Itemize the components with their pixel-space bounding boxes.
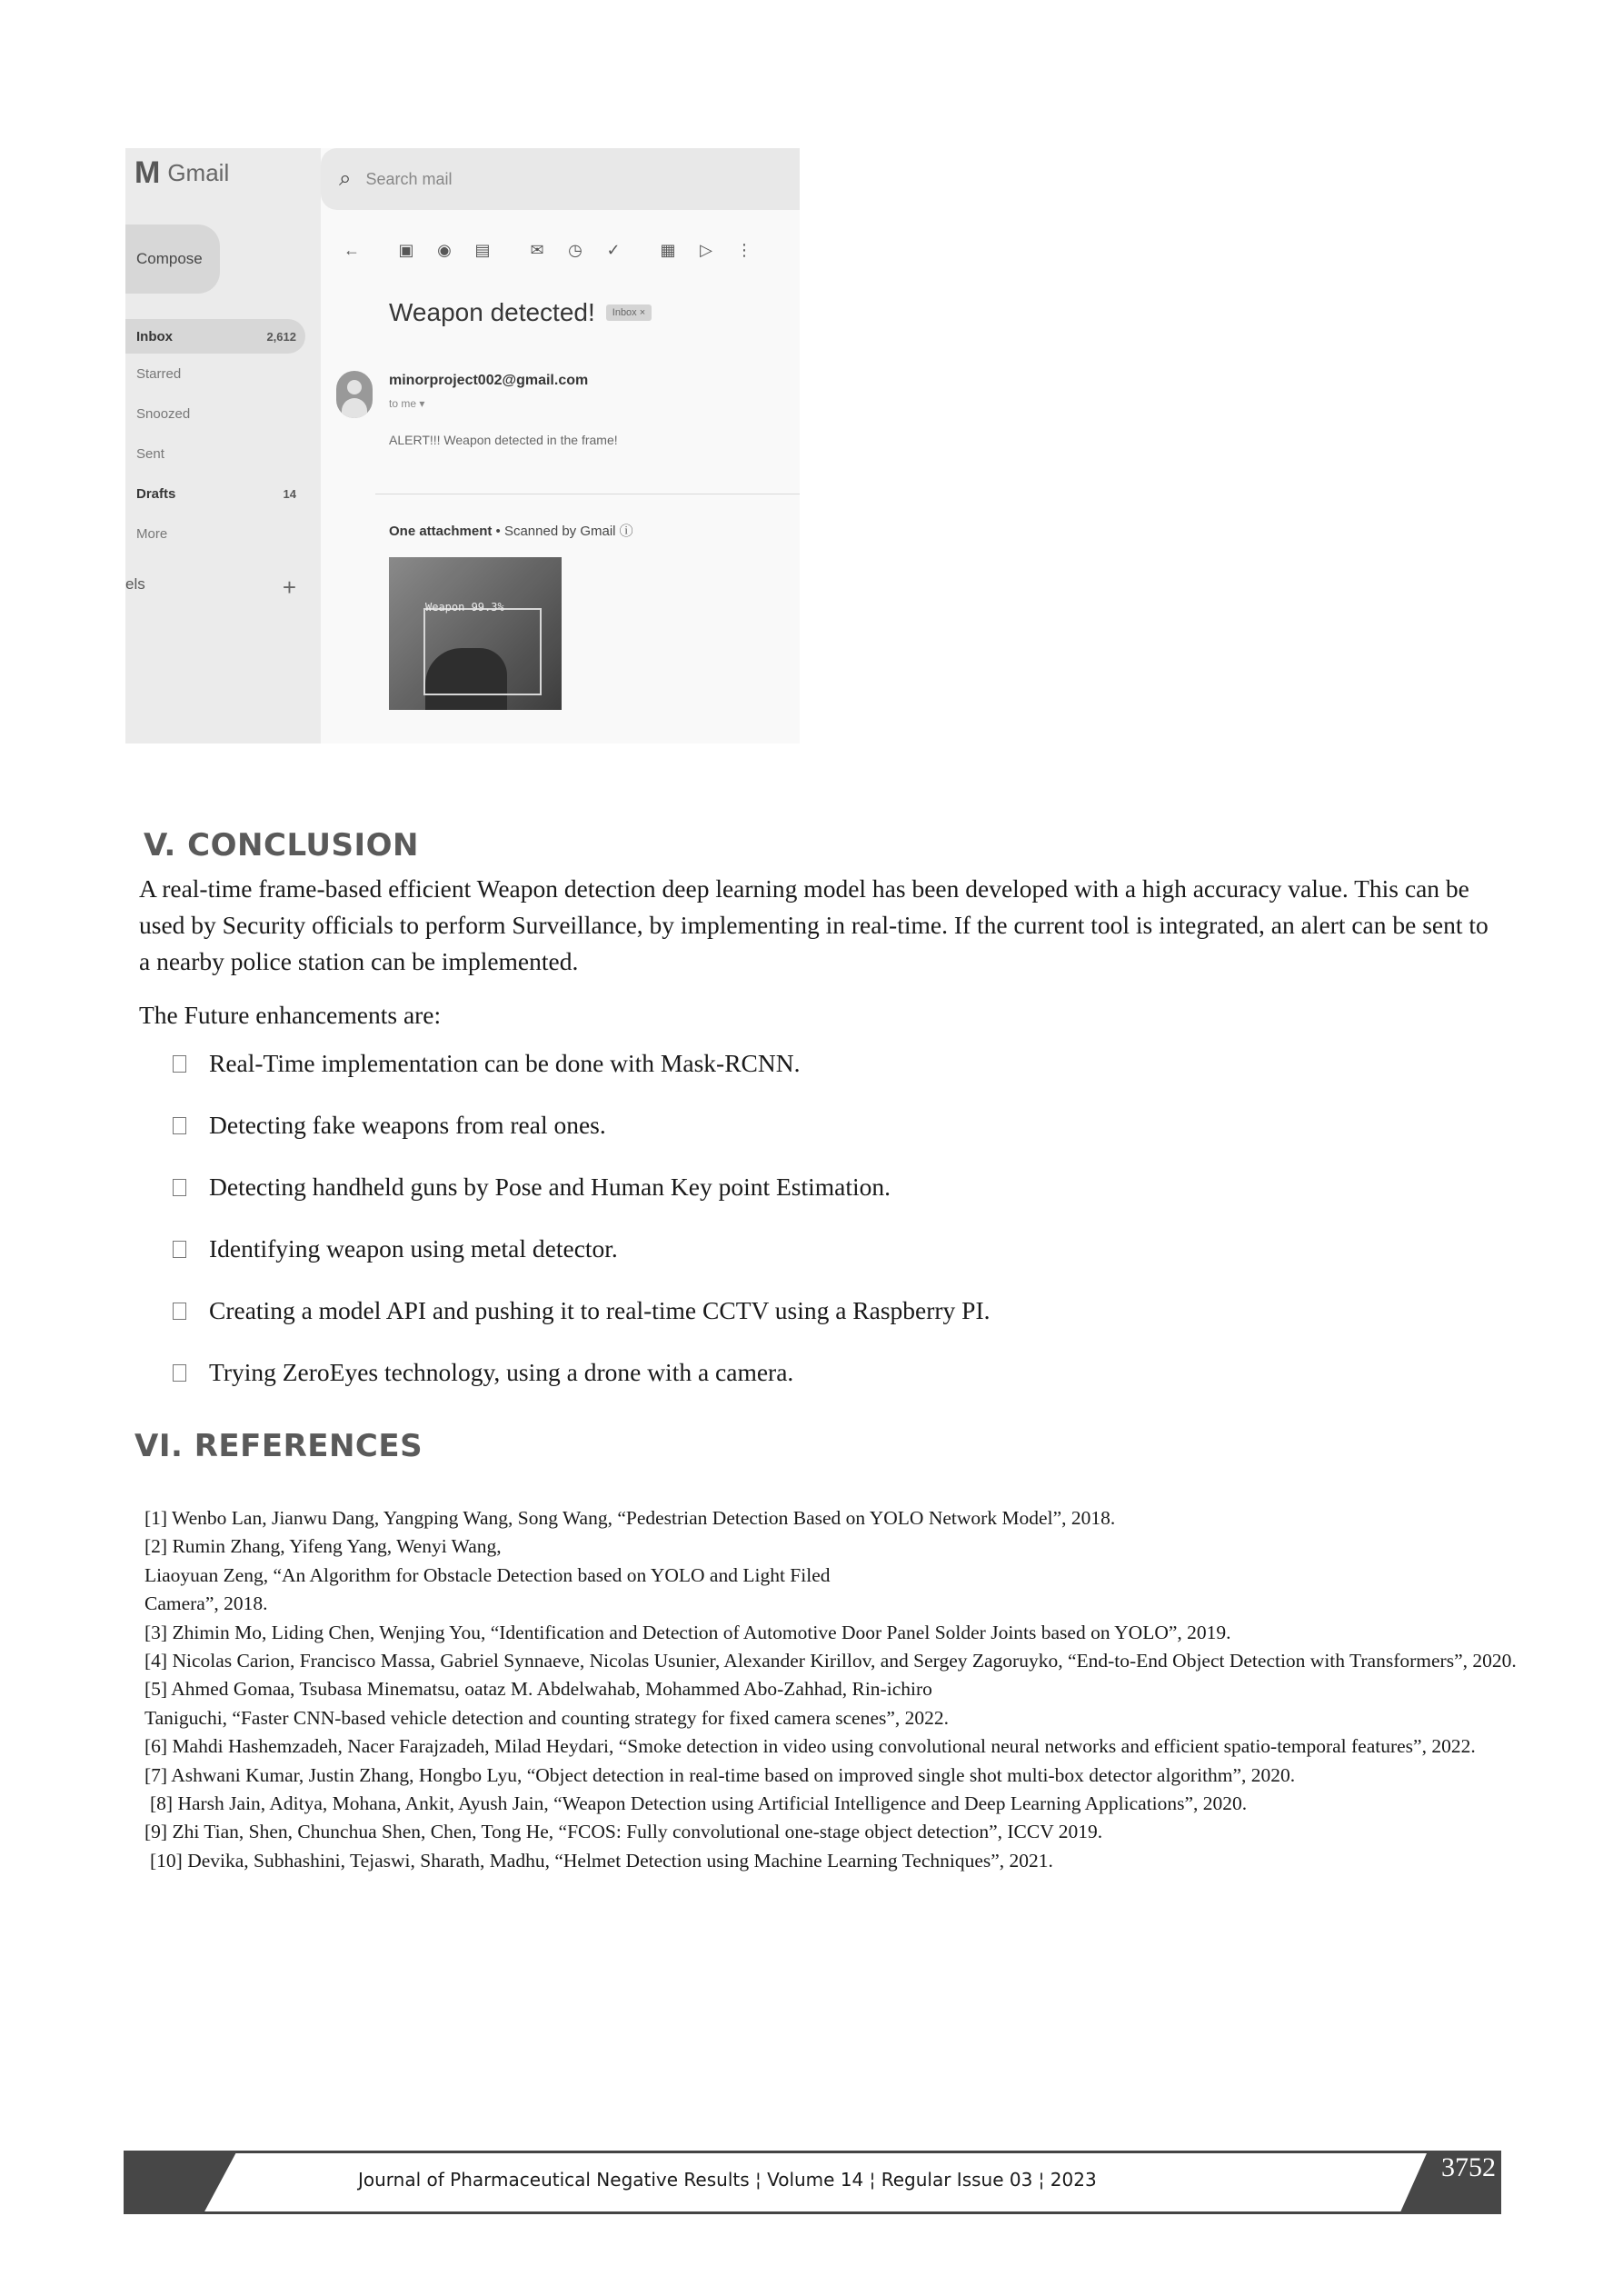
list-item-text: Detecting fake weapons from real ones. (209, 1111, 606, 1139)
reference-item: [7] Ashwani Kumar, Justin Zhang, Hongbo Lyu, “Object detection in real-time based on improved single shot multi-box detector algorithm”, 2020. (144, 1763, 1296, 1786)
bullet-box-icon (173, 1117, 186, 1134)
move-to-icon: ▦ (660, 240, 676, 259)
attachment-header (389, 521, 633, 540)
list-item-text: Detecting handheld guns by Pose and Human Key point Estimation. (209, 1173, 891, 1201)
gmail-m-icon: M (134, 155, 161, 190)
search-bar (321, 148, 800, 210)
bullet-box-icon (173, 1364, 186, 1382)
snooze-icon: ◷ (568, 240, 582, 259)
list-item-text: Identifying weapon using metal detector. (209, 1234, 618, 1263)
gmail-nav (125, 319, 305, 554)
nav-item-starred (125, 354, 305, 394)
labels-text: els (125, 575, 145, 593)
recipient-line: to me ▾ (389, 397, 425, 410)
search-placeholder: Search mail (365, 169, 453, 188)
reference-item: [3] Zhimin Mo, Liding Chen, Wenjing You, “Identification and Detection of Automotive Door Panel Solder Joints based on YOLO”, 2019. (144, 1621, 1231, 1643)
gmail-logo-text: Gmail (167, 158, 230, 186)
nav-item-snoozed (125, 394, 305, 434)
subject-text: Weapon detected! (389, 298, 595, 326)
nav-item-label: Inbox (136, 328, 173, 344)
list-item-text: Real-Time implementation can be done with Mask-RCNN. (209, 1049, 801, 1077)
plus-icon: + (282, 574, 296, 601)
list-item (173, 1045, 991, 1107)
nav-item-drafts (125, 474, 305, 514)
more-vert-icon: ⋮ (736, 240, 752, 259)
email-toolbar (333, 232, 796, 268)
page-footer (124, 2151, 1501, 2214)
page-number: 3752 (1441, 2152, 1496, 2182)
nav-item-count: 14 (283, 486, 296, 501)
reference-item: [5] Ahmed Gomaa, Tsubasa Minematsu, oataz M. Abdelwahab, Mohammed Abo-Zahhad, Rin-ichiro (144, 1678, 932, 1701)
reference-item: [6] Mahdi Hashemzadeh, Nacer Farajzadeh, Milad Heydari, “Smoke detection in video using convolutional neural networks and efficient spatio-temporal features”, 2022. (144, 1735, 1476, 1758)
detection-label: Weapon 99.3% (425, 601, 504, 614)
detection-box (423, 608, 542, 695)
reference-item: [1] Wenbo Lan, Jianwu Dang, Yangping Wang, Song Wang, “Pedestrian Detection Based on YOLO Network Model”, 2018. (144, 1507, 1116, 1529)
bullet-box-icon (173, 1303, 186, 1320)
list-item (173, 1354, 991, 1416)
search-icon: ⌕ (339, 166, 352, 191)
reference-item: [4] Nicolas Carion, Francisco Massa, Gabriel Synnaeve, Nicolas Usunier, Alexander Kirillov, and Sergey Zagoruyko, “End-to-End Object Detection with Transformers”, 2020. (144, 1650, 1517, 1672)
mark-unread-icon: ✉ (530, 240, 544, 259)
archive-icon: ▣ (398, 240, 414, 259)
nav-item-inbox (125, 319, 305, 354)
list-item-text: Trying ZeroEyes technology, using a drone with a camera. (209, 1358, 794, 1386)
nav-item-sent (125, 434, 305, 474)
reference-item: Taniguchi, “Faster CNN-based vehicle detection and counting strategy for fixed camera scenes”, 2022. (144, 1706, 950, 1729)
labels-section (125, 575, 305, 599)
add-task-icon: ✓ (606, 240, 621, 259)
bullet-box-icon (173, 1241, 186, 1258)
nav-item-label: More (136, 525, 168, 542)
email-body: ALERT!!! Weapon detected in the frame! (389, 433, 618, 447)
avatar-icon (336, 371, 373, 418)
delete-icon: ▤ (474, 240, 491, 259)
sender-address: minorproject002@gmail.com (389, 373, 589, 388)
nav-item-count: 2,612 (266, 329, 296, 344)
nav-item-label: Drafts (136, 485, 176, 502)
list-item (173, 1107, 991, 1169)
reference-item: Camera”, 2018. (144, 1592, 268, 1615)
reference-item: [10] Devika, Subhashini, Tejaswi, Sharath, Madhu, “Helmet Detection using Machine Learning Techniques”, 2021. (150, 1849, 1053, 1872)
future-enhancements-list (173, 1045, 991, 1416)
future-enhancements-intro: The Future enhancements are: (139, 1001, 442, 1029)
list-item (173, 1169, 991, 1231)
list-item (173, 1293, 991, 1354)
attachment-label: One attachment (389, 524, 493, 539)
list-item-text: Creating a model API and pushing it to real-time CCTV using a Raspberry PI. (209, 1296, 991, 1324)
nav-item-label: Snoozed (136, 405, 191, 422)
email-subject (389, 298, 652, 327)
bullet-box-icon (173, 1055, 186, 1073)
journal-info: Journal of Pharmaceutical Negative Results ¦ Volume 14 ¦ Regular Issue 03 ¦ 2023 (358, 2169, 1097, 2191)
nav-item-more (125, 514, 305, 554)
nav-item-label: Sent (136, 445, 164, 462)
label-icon: ▷ (700, 240, 712, 259)
reference-item: [9] Zhi Tian, Shen, Chunchua Shen, Chen, Tong He, “FCOS: Fully convolutional one-stage object detection”, ICCV 2019. (144, 1821, 1103, 1843)
gmail-sidebar (125, 148, 321, 744)
inbox-badge: Inbox × (606, 304, 652, 321)
bullet-box-icon (173, 1179, 186, 1196)
reference-item: [8] Harsh Jain, Aditya, Mohana, Ankit, Ayush Jain, “Weapon Detection using Artificial Intelligence and Deep Learning Applications”, 2020. (150, 1792, 1248, 1815)
reference-item: [2] Rumin Zhang, Yifeng Yang, Wenyi Wang, (144, 1535, 502, 1558)
report-icon: ◉ (437, 240, 452, 259)
list-item (173, 1231, 991, 1293)
reference-item: Liaoyuan Zeng, “An Algorithm for Obstacle Detection based on YOLO and Light Filed (144, 1563, 831, 1586)
references-heading: VI. REFERENCES (134, 1428, 423, 1464)
gmail-logo (134, 157, 229, 188)
nav-item-label: Starred (136, 365, 182, 382)
attachment-thumbnail (389, 557, 562, 710)
gmail-screenshot-figure (125, 148, 800, 744)
back-arrow-icon: ← (344, 240, 360, 259)
scanned-label: • Scanned by Gmail ⓘ (492, 524, 633, 539)
compose-button: Compose (125, 225, 220, 294)
conclusion-paragraph: A real-time frame-based efficient Weapon detection deep learning model has been developed with a high accuracy value. This can be used by Security officials to perform Surveillance, by implementing in real-time. If the current tool is integrated, an alert can be sent to a nearby police station can be implemented. (139, 874, 1489, 975)
conclusion-heading: V. CONCLUSION (144, 827, 420, 863)
references-list (144, 1504, 1539, 1875)
